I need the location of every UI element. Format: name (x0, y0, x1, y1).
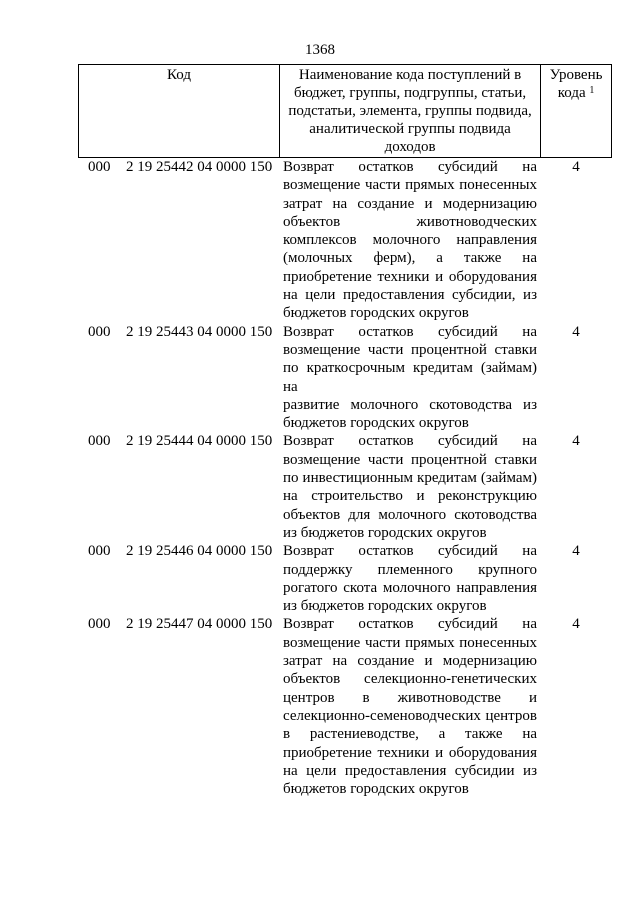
row-name-line: Возврат остатков субсидий на (283, 323, 537, 340)
row-name (283, 615, 537, 798)
row-name-line: приобретение техники и оборудования (283, 744, 537, 761)
row-name-line: из бюджетов городских округов (283, 524, 487, 541)
header-code (79, 65, 280, 158)
row-name (283, 158, 537, 323)
row-name-line: приобретение техники и оборудования (283, 268, 537, 285)
row-name (283, 542, 537, 615)
row-level: 4 (572, 323, 580, 340)
row-name-line: возмещение части прямых понесенных (283, 177, 537, 194)
row-level: 4 (572, 159, 580, 175)
table-row (0, 432, 640, 542)
row-name-line: (молочных ферм), а также на (283, 250, 537, 267)
table-row (0, 615, 640, 798)
row-admin-code: 000 (88, 433, 111, 450)
row-name-line: на цели предоставления субсидии из (283, 762, 537, 779)
table-row (0, 542, 640, 615)
row-income-code: 2 19 25446 04 0000 150 (126, 543, 273, 560)
row-admin-code: 000 (88, 159, 111, 175)
header-name (280, 65, 541, 158)
row-name-line: бюджетов городских округов (283, 305, 469, 322)
row-name-line: селекционно-семеноводческих центров (283, 707, 537, 724)
header-level-label: Уровень кода (549, 67, 603, 101)
row-name (283, 323, 537, 433)
row-name-line: по инвестиционным кредитам (займам) (283, 470, 537, 487)
row-level: 4 (572, 433, 580, 450)
table-row (0, 158, 640, 323)
row-name-line: поддержку племенного крупного (283, 561, 537, 578)
row-income-code: 2 19 25442 04 0000 150 (126, 159, 273, 175)
row-name-line: комплексов молочного направления (283, 232, 537, 249)
row-name-line: Возврат остатков субсидий на (283, 159, 537, 175)
row-level: 4 (572, 543, 580, 560)
row-income-code: 2 19 25444 04 0000 150 (126, 433, 273, 450)
row-name-line: центров в животноводстве и (283, 689, 537, 706)
row-name-line: объектов для молочного скотоводства (283, 506, 537, 523)
row-income-code: 2 19 25443 04 0000 150 (126, 323, 273, 340)
page-number: 1368 (305, 42, 335, 58)
row-name-line: бюджетов городских округов (283, 781, 469, 798)
row-name-line: Возврат остатков субсидий на (283, 433, 537, 450)
table-body (0, 158, 640, 798)
header-name-label: Наименование кода поступлений в бюджет, группы, подгруппы, статьи, подстатьи, элемента, группы подвида, аналитической группы подвида доходов (288, 67, 532, 155)
row-name-line: на цели предоставления субсидии, из (283, 287, 537, 304)
row-name-line: рогатого скота молочного направления (283, 579, 537, 596)
row-name-line: объектов селекционно-генетических (283, 671, 537, 688)
row-name-line: Возврат остатков субсидий на (283, 616, 537, 633)
header-level (541, 65, 612, 158)
footnote-marker: 1 (589, 85, 595, 96)
row-name-line: развитие молочного скотоводства из (283, 396, 537, 413)
header-code-label: Код (167, 67, 191, 83)
row-name-line: Возврат остатков субсидий на (283, 543, 537, 560)
row-name-line: объектов животноводческих (283, 213, 537, 230)
row-name-line: бюджетов городских округов (283, 415, 469, 432)
table-header (78, 64, 612, 158)
row-name-line: в растениеводстве, а также на (283, 726, 537, 743)
row-admin-code: 000 (88, 616, 111, 633)
row-name-line: возмещение части процентной ставки (283, 451, 537, 468)
row-name-line: на строительство и реконструкцию (283, 488, 537, 505)
row-name-line: затрат на создание и модернизацию (283, 195, 537, 212)
row-name-line: по краткосрочным кредитам (займам) на (283, 360, 537, 395)
row-name (283, 432, 537, 542)
row-name-line: возмещение части прямых понесенных (283, 634, 537, 651)
row-name-line: из бюджетов городских округов (283, 598, 487, 615)
row-admin-code: 000 (88, 543, 111, 560)
row-income-code: 2 19 25447 04 0000 150 (126, 616, 273, 633)
row-name-line: затрат на создание и модернизацию (283, 653, 537, 670)
row-level: 4 (572, 616, 580, 633)
row-admin-code: 000 (88, 323, 111, 340)
row-name-line: возмещение части процентной ставки (283, 341, 537, 358)
table-row (0, 323, 640, 433)
